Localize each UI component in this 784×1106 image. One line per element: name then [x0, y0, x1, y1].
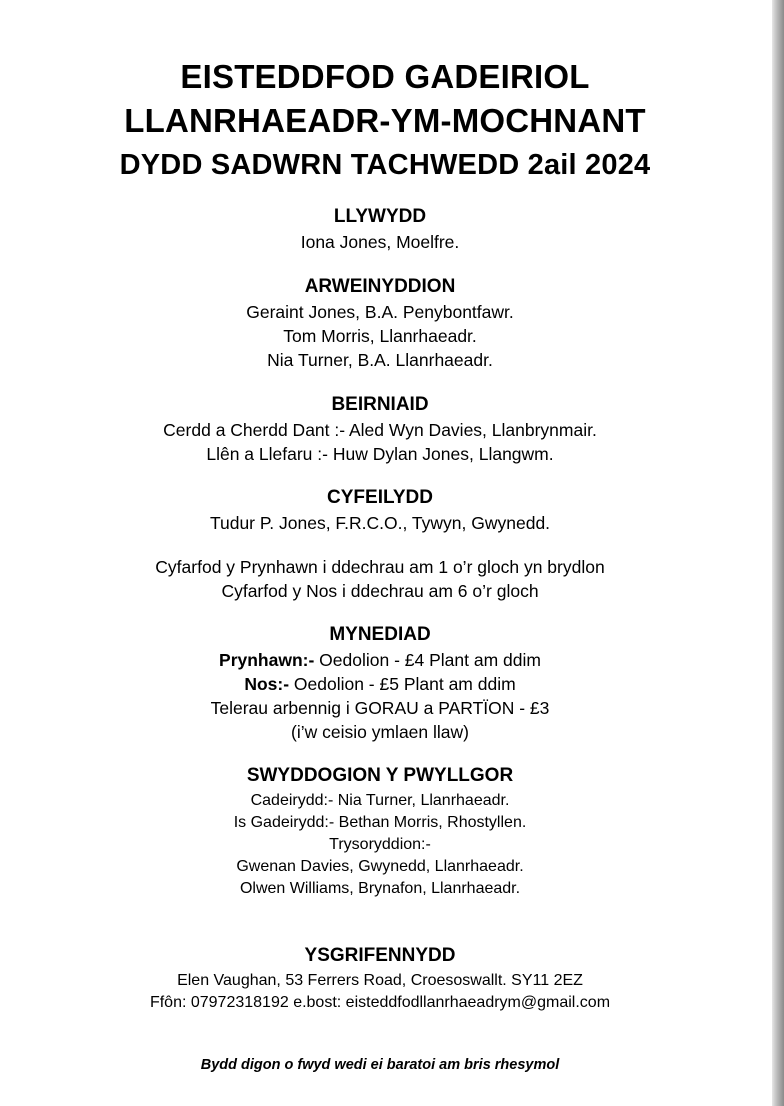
afternoon-prices: Oedolion - £4 Plant am ddim — [314, 650, 541, 670]
conductor-line: Nia Turner, B.A. Llanrhaeadr. — [267, 350, 493, 370]
officer-line: Trysoryddion:- — [329, 836, 431, 853]
advance-request-note: (i’w ceisio ymlaen llaw) — [291, 722, 469, 742]
admission-heading: MYNEDIAD — [329, 624, 431, 645]
evening-prices: Oedolion - £5 Plant am ddim — [289, 674, 516, 694]
officer-line: Cadeirydd:- Nia Turner, Llanrhaeadr. — [250, 792, 510, 809]
secretary-contact: Ffôn: 07972318192 e.bost: eisteddfodllanrhaeadrym@gmail.com — [149, 994, 611, 1011]
officer-line: Olwen Williams, Brynafon, Llanrhaeadr. — [239, 880, 521, 897]
afternoon-start-time: Cyfarfod y Prynhawn i ddechrau am 1 o’r gloch yn brydlon — [155, 557, 605, 577]
page-edge-shadow — [772, 0, 784, 1106]
accompanist-name: Tudur P. Jones, F.R.C.O., Tywyn, Gwynedd. — [209, 513, 551, 533]
officer-line: Gwenan Davies, Gwynedd, Llanrhaeadr. — [236, 858, 524, 875]
accompanist-heading: CYFEILYDD — [327, 487, 433, 508]
choir-party-terms: Telerau arbennig i GORAU a PARTÏON - £3 — [210, 698, 550, 718]
food-note: Bydd digon o fwyd wedi ei baratoi am bris rhesymol — [200, 1057, 560, 1073]
conductor-line: Tom Morris, Llanrhaeadr. — [283, 326, 477, 346]
evening-label: Nos:- — [244, 674, 290, 694]
adjudicators-heading: BEIRNIAID — [331, 394, 429, 415]
conductor-line: Geraint Jones, B.A. Penybontfawr. — [246, 302, 514, 322]
president-name: Iona Jones, Moelfre. — [300, 232, 460, 252]
adjudicator-line: Cerdd a Cherdd Dant :- Aled Wyn Davies, Llanbrynmair. — [163, 420, 597, 440]
officer-line: Is Gadeirydd:- Bethan Morris, Rhostyllen. — [233, 814, 527, 831]
secretary-address: Elen Vaughan, 53 Ferrers Road, Croesoswallt. SY11 2EZ — [177, 972, 583, 989]
conductors-heading: ARWEINYDDION — [304, 276, 456, 297]
afternoon-admission — [0, 648, 760, 672]
title-date: DYDD SADWRN TACHWEDD 2ail 2024 — [119, 149, 651, 181]
evening-start-time: Cyfarfod y Nos i ddechrau am 6 o’r gloch — [221, 581, 539, 601]
title-line-1: EISTEDDFOD GADEIRIOL — [180, 58, 590, 95]
title-line-2: LLANRHAEADR-YM-MOCHNANT — [124, 102, 646, 139]
adjudicator-line: Llên a Llefaru :- Huw Dylan Jones, Llangwm. — [206, 444, 554, 464]
officers-heading: SWYDDOGION Y PWYLLGOR — [246, 765, 514, 786]
president-heading: LLYWYDD — [333, 206, 427, 227]
afternoon-label: Prynhawn:- — [219, 650, 315, 670]
secretary-heading: YSGRIFENNYDD — [304, 945, 456, 966]
evening-admission — [0, 672, 760, 696]
